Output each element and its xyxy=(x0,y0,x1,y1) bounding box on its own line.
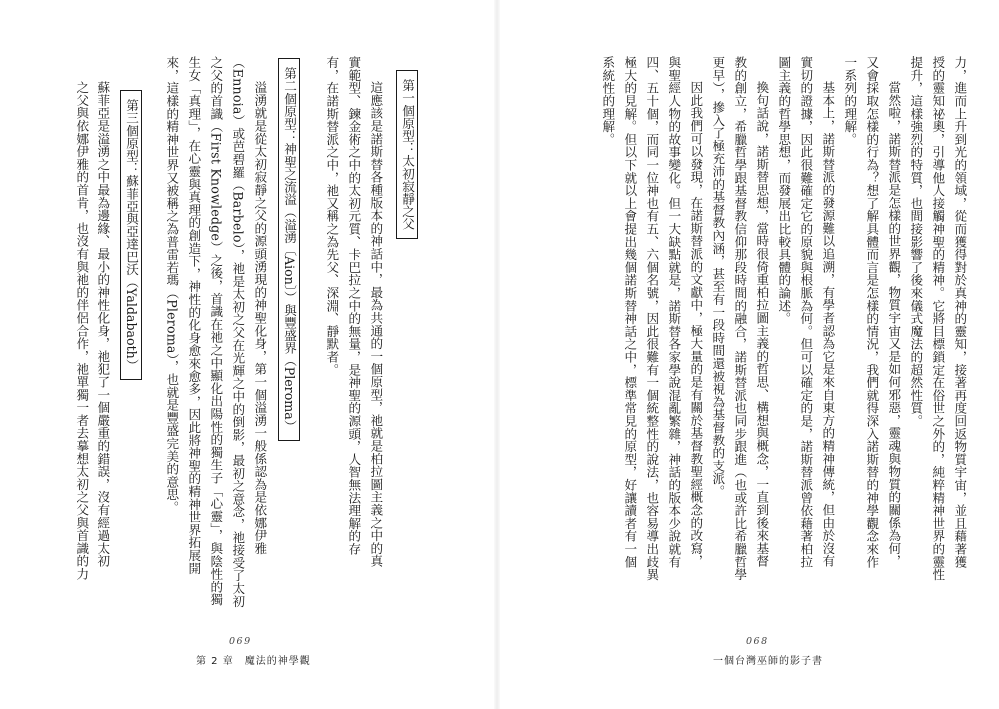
body-column: 教的創立，希臘哲學跟基督教信仰那段時間的融合，諾斯替派也同步跟進（也或許比希臘哲學 xyxy=(732,56,748,581)
page-number: 068 xyxy=(746,636,769,647)
left-page xyxy=(0,0,495,709)
body-column: 授的靈知祕奧，引導他人接觸神聖的精神。它將目標鎖定在俗世之外的，純粹精神世界的靈性 xyxy=(930,56,946,581)
body-column: （Ennoia）或芭碧羅（Barbelo），祂是太初之父在光輝之中的倒影，最初之意念，祂接受了太初 xyxy=(230,56,246,608)
body-column: 生女「真理」，在心靈與真理的創造下，神性的化身愈來愈多，因此將神聖的精神世界拓展開 xyxy=(186,56,202,575)
body-column: 實範型、鍊金術之中的太初元質、卡巴拉之中的無量，是神聖的源頭，人智無法理解的存 xyxy=(346,56,362,556)
body-column: 系統性的理解。 xyxy=(600,56,616,146)
body-column: 因此我們可以發現，在諾斯替派的文獻中，極大量的是有關於基督教聖經概念的改寫， xyxy=(688,81,704,568)
body-column: 之父與依娜伊雅的首肯，也沒有與祂的伴侶合作，祂單獨一者去摹想太初之父與首識的力 xyxy=(74,81,90,581)
body-column: 蘇菲亞是溢湧之中最為邊緣、最小的神性化身，祂犯了一個嚴重的錯誤，沒有經過太初 xyxy=(95,81,111,568)
body-column: 與聖經人物的故事變化。但一大缺點就是，諾斯替各家學說混亂繁雜，神話的版本少說就有 xyxy=(666,56,682,568)
body-column: 換句話說，諾斯替思想，當時很倚重柏拉圖主義的哲思、構想與概念，一直到後來基督 xyxy=(754,81,770,568)
body-column: 來，這樣的精神世界又被稱之為普雷若瑪（Pleroma），也就是豐盛完美的意思。 xyxy=(164,56,180,514)
body-column: 當然啦，諾斯替派是怎樣的世界觀，物質宇宙又是如何邪惡，靈魂與物質的關係為何， xyxy=(886,81,902,568)
running-head: 第 2 章 魔法的神學觀 xyxy=(196,656,311,667)
section-heading-second-archetype: 第二個原型：神聖之流溢（溢湧〔Aion〕）與豐盛界（Pleroma） xyxy=(278,58,300,441)
section-heading-third-archetype: 第三個原型：蘇菲亞與亞達巴沃（Yaldabaoth） xyxy=(120,90,142,380)
body-column: 圖主義的哲學思想，而發展出比較具體的論述。 xyxy=(776,56,792,325)
body-column: 四、五十個，而同一位神也有五、六個名號，因此很難有一個統整性的說法，也容易導出歧異 xyxy=(644,56,660,581)
body-column: 這應該是諾斯替各種版本的神話中，最為共通的一個原型，祂就是柏拉圖主義之中的真 xyxy=(368,81,384,568)
page-number: 069 xyxy=(229,636,252,647)
body-column: 更早），摻入了極充沛的基督教內涵，甚至有一段時間還被視為基督教的支派。 xyxy=(710,56,726,498)
section-heading-first-archetype: 第一個原型：太初寂靜之父 xyxy=(396,70,418,239)
body-column: 極大的見解。但以下就以上會提出幾個諾斯替神話之中，標準常見的原型，好讓讀者有一個 xyxy=(622,56,638,568)
body-column: 又會採取怎樣的行為？想了解具體而言是怎樣的情況，我們就得深入諾斯替的神學觀念來作 xyxy=(864,56,880,568)
right-page xyxy=(497,0,999,709)
body-column: 力，進而上升到光的領域，從而獲得對於真神的靈知，接著再度回返物質宇宙，並且藉著獲 xyxy=(952,56,968,568)
running-head: 一個台灣巫師的影子書 xyxy=(713,656,823,667)
body-column: 基本上，諾斯替派的發源難以追溯，有學者認為它是來自東方的精神傳統，但由於沒有 xyxy=(820,81,836,568)
body-column: 實切的證據，因此很難確定它的原貌與根脈為何。但可以確定的是，諾斯替派曾依藉著柏拉 xyxy=(798,56,814,568)
body-column: 有，在諾斯替派之中，祂又稱之為先父、深淵、靜默者。 xyxy=(324,56,340,376)
body-column: 提升，這樣強烈的特質，也間接影響了後來儀式魔法的超然性質。 xyxy=(908,56,924,428)
body-column: 溢湧就是從太初寂靜之父的源頭湧現的神聖化身，第一個溢湧一般係認為是依娜伊雅 xyxy=(252,81,268,555)
body-column: 一系列的理解。 xyxy=(842,56,858,146)
body-column: 之父的首識（First Knowledge）之後，首識在祂之中顯化出陽性的獨生子「心靈」，與陰性的獨 xyxy=(208,56,224,606)
